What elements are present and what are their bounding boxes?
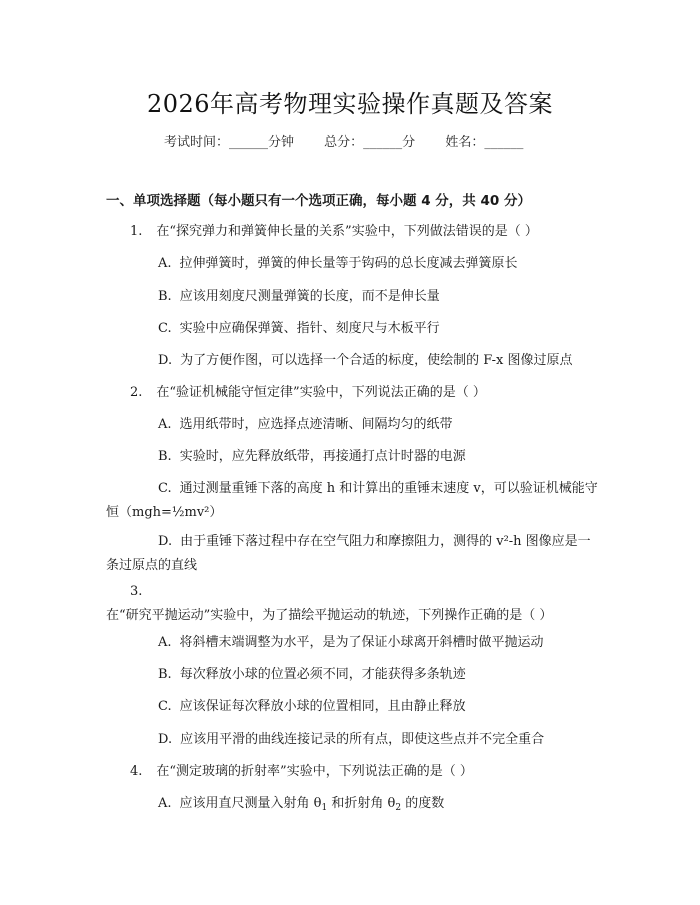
option-3c bbox=[106, 695, 602, 719]
option-letter: B. bbox=[158, 667, 172, 682]
exam-time-field: 考试时间：______分钟 bbox=[164, 135, 295, 150]
option-3d bbox=[106, 728, 602, 752]
exam-meta bbox=[164, 131, 523, 150]
option-1b bbox=[106, 285, 602, 309]
option-1d bbox=[106, 349, 602, 373]
option-1a bbox=[106, 252, 602, 276]
option-text-part: 和折射角 θ bbox=[327, 796, 396, 811]
student-name-field: 姓名：______ bbox=[445, 135, 524, 150]
option-text: 为了方便作图，可以选择一个合适的标度，使绘制的 F-x 图像过原点 bbox=[180, 353, 573, 368]
subscript: 2 bbox=[395, 803, 402, 813]
option-text: 每次释放小球的位置必须不同，才能获得多条轨迹 bbox=[179, 667, 466, 682]
option-2a bbox=[106, 413, 602, 437]
option-letter: D. bbox=[158, 353, 173, 368]
option-letter: B. bbox=[158, 449, 172, 464]
question-stem: 在“验证机械能守恒定律”实验中，下列说法正确的是（ ） bbox=[156, 385, 486, 400]
option-2c bbox=[106, 477, 602, 525]
option-4a bbox=[106, 792, 602, 820]
page-title: 2026年高考物理实验操作真题及答案 bbox=[146, 90, 554, 118]
question-stem: 在“探究弹力和弹簧伸长量的关系”实验中，下列做法错误的是（ ） bbox=[156, 224, 538, 239]
option-letter: A. bbox=[158, 796, 172, 811]
option-letter: A. bbox=[158, 417, 172, 432]
section-heading: 一、单项选择题（每小题只有一个选项正确，每小题 4 分，共 40 分） bbox=[106, 193, 531, 209]
option-text-part: 应该用直尺测量入射角 θ bbox=[179, 796, 322, 811]
question-number: 2. bbox=[130, 385, 143, 400]
question-number: 3. bbox=[130, 584, 143, 599]
option-text: 应该用刻度尺测量弹簧的长度，而不是伸长量 bbox=[179, 289, 440, 304]
option-text: 选用纸带时，应选择点迹清晰、间隔均匀的纸带 bbox=[179, 417, 453, 432]
option-text: 应该用平滑的曲线连接记录的所有点，即使这些点并不完全重合 bbox=[180, 732, 545, 747]
option-text: 实验时，应先释放纸带，再接通打点计时器的电源 bbox=[179, 449, 466, 464]
option-2b bbox=[106, 445, 602, 469]
subscript: 1 bbox=[321, 803, 328, 813]
option-3a bbox=[106, 631, 602, 655]
question-1 bbox=[106, 220, 602, 244]
option-text: 拉伸弹簧时，弹簧的伸长量等于钩码的总长度减去弹簧原长 bbox=[179, 256, 518, 271]
question-stem: 在“测定玻璃的折射率”实验中，下列说法正确的是（ ） bbox=[156, 764, 473, 779]
option-letter: C. bbox=[158, 699, 172, 714]
question-number: 1. bbox=[130, 224, 143, 239]
option-letter: D. bbox=[158, 732, 173, 747]
option-2d bbox=[106, 530, 602, 578]
option-text: 应该保证每次释放小球的位置相同，且由静止释放 bbox=[179, 699, 466, 714]
option-text: 实验中应确保弹簧、指针、刻度尺与木板平行 bbox=[179, 321, 440, 336]
option-letter: A. bbox=[158, 256, 172, 271]
option-text: 将斜槽末端调整为水平，是为了保证小球离开斜槽时做平抛运动 bbox=[179, 635, 544, 650]
option-1c bbox=[106, 317, 602, 341]
question-number: 4. bbox=[130, 764, 143, 779]
option-letter: C. bbox=[158, 321, 172, 336]
option-text-part: 的度数 bbox=[401, 796, 445, 811]
option-3b bbox=[106, 663, 602, 687]
question-stem: 在“研究平抛运动”实验中，为了描绘平抛运动的轨迹，下列操作正确的是（ ） bbox=[106, 608, 553, 623]
option-text: 由于重锤下落过程中存在空气阻力和摩擦阻力，测得的 v²-h 图像应是一条过原点的直线 bbox=[106, 534, 591, 573]
exam-score-field: 总分：______分 bbox=[324, 135, 416, 150]
option-text: 通过测量重锤下落的高度 h 和计算出的重锤末速度 v，可以验证机械能守恒（mgh=½mv²） bbox=[106, 481, 598, 520]
question-2 bbox=[106, 381, 602, 405]
option-letter: D. bbox=[158, 534, 173, 549]
option-letter: B. bbox=[158, 289, 172, 304]
question-3 bbox=[106, 580, 602, 628]
option-letter: A. bbox=[158, 635, 172, 650]
option-letter: C. bbox=[158, 481, 172, 496]
question-4 bbox=[106, 760, 602, 784]
